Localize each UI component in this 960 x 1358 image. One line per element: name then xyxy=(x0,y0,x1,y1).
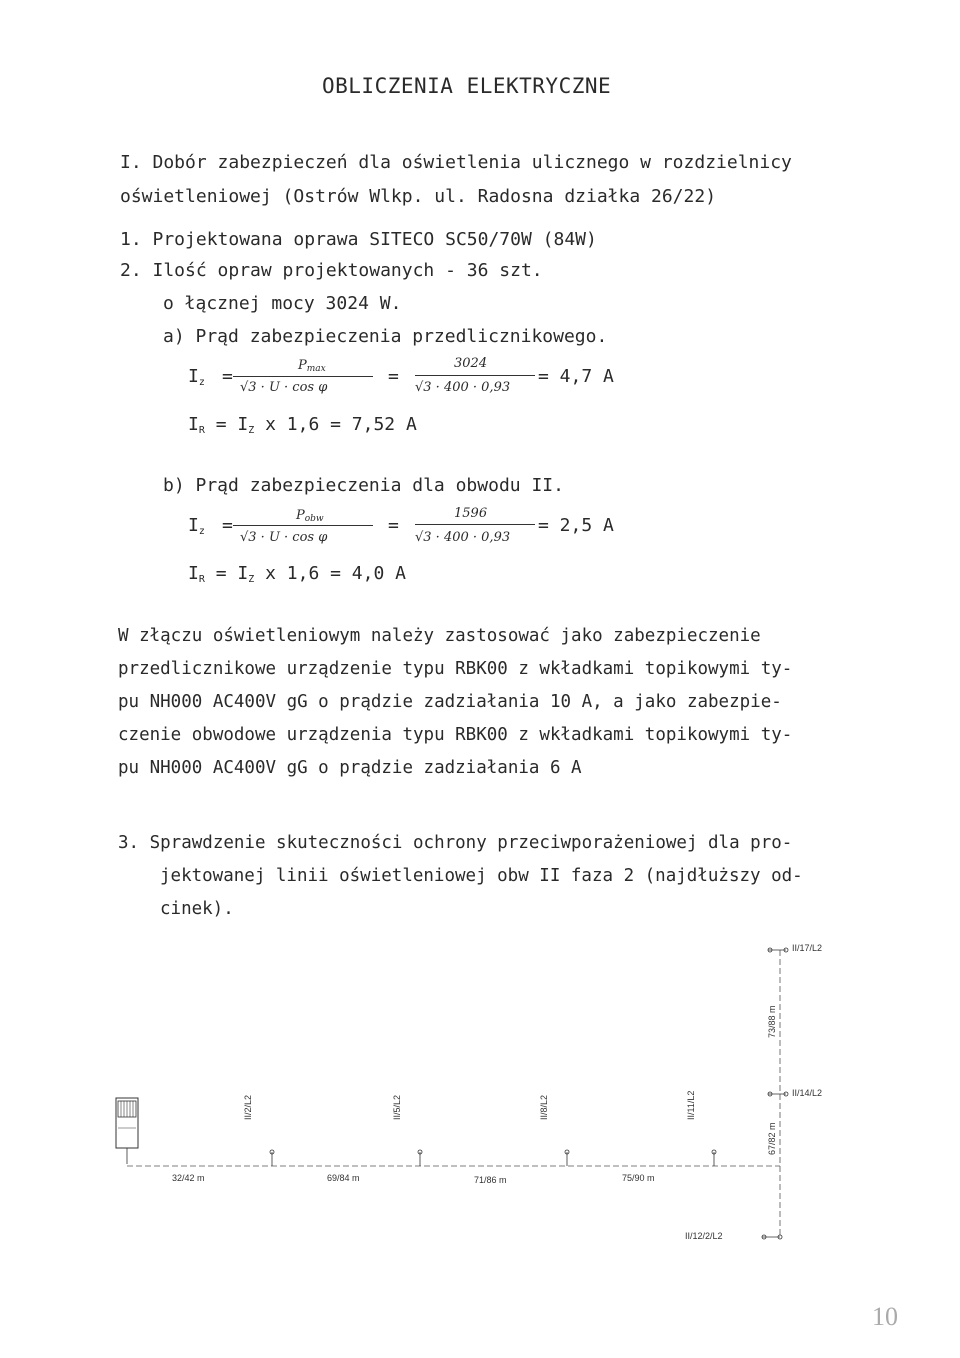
formula-b-value-denominator: √3 · 400 · 0,93 xyxy=(415,530,511,545)
node-label-bottom: II/12/2/L2 xyxy=(685,1231,723,1241)
formula-a-numerator: Pmax xyxy=(298,358,326,374)
formula-b-result: = 2,5 A xyxy=(538,515,614,536)
paragraph-line: przedlicznikowe urządzenie typu RBK00 z wkładkami topikowymi ty- xyxy=(118,659,793,679)
pole-marker xyxy=(565,1150,569,1166)
segment-length-vertical: 67/82 m xyxy=(767,1122,777,1155)
formula-a-eq1: = xyxy=(222,366,233,387)
pole-label: II/11/L2 xyxy=(686,1090,696,1120)
item-2-continued: o łącznej mocy 3024 W. xyxy=(163,293,402,314)
node-marker-top xyxy=(768,948,788,952)
formula-b-eq2: = xyxy=(388,515,399,536)
section-heading-line1: I. Dobór zabezpieczeń dla oświetlenia ulicznego w rozdzielnicy xyxy=(120,152,792,173)
paragraph-line: pu NH000 AC400V gG o prądzie zadziałania 10 A, a jako zabezpie- xyxy=(118,692,782,712)
formula-a-value-numerator: 3024 xyxy=(454,356,488,371)
section-3-line: 3. Sprawdzenie skuteczności ochrony przeciwporażeniowej dla pro- xyxy=(118,833,793,853)
section-3-line: cinek). xyxy=(160,899,234,919)
pole-marker xyxy=(712,1150,716,1166)
pole-marker xyxy=(270,1150,274,1166)
segment-length: 69/84 m xyxy=(327,1173,360,1183)
formula-b-denominator: √3 · U · cos φ xyxy=(240,530,328,545)
page-title: OBLICZENIA ELEKTRYCZNE xyxy=(322,74,612,98)
formula-b-lhs: $I_z$ xyxy=(188,515,205,537)
segment-length: 71/86 m xyxy=(474,1175,507,1185)
section-3-line: jektowanej linii oświetleniowej obw II faza 2 (najdłuższy od- xyxy=(160,866,803,886)
subsection-a-label: a) Prąd zabezpieczenia przedlicznikowego. xyxy=(163,326,608,347)
pole-label: II/5/L2 xyxy=(392,1094,402,1120)
cabinet-icon xyxy=(116,1098,138,1164)
formula-b-ir: $I_R = I_Z$ x 1,6 = 4,0 A xyxy=(188,563,406,585)
formula-b-numerator: Pobw xyxy=(296,508,324,524)
pole-marker xyxy=(418,1150,422,1166)
formula-b-eq1: = xyxy=(222,515,233,536)
formula-b-value-numerator: 1596 xyxy=(454,506,488,521)
formula-a-result: = 4,7 A xyxy=(538,366,614,387)
node-label-top: II/17/L2 xyxy=(792,943,823,953)
formula-a-ir: $I_R = I_Z$ x 1,6 = 7,52 A xyxy=(188,414,417,436)
segment-length-vertical: 73/88 m xyxy=(767,1005,777,1038)
formula-a-lhs: $I_z$ xyxy=(188,366,205,388)
subsection-b-label: b) Prąd zabezpieczenia dla obwodu II. xyxy=(163,475,564,496)
paragraph-line: W złączu oświetleniowym należy zastosować jako zabezpieczenie xyxy=(118,626,761,646)
segment-length: 75/90 m xyxy=(622,1173,655,1183)
pole-label: II/8/L2 xyxy=(539,1094,549,1120)
pole-label: II/2/L2 xyxy=(243,1094,253,1120)
section-heading-line2: oświetleniowej (Ostrów Wlkp. ul. Radosna działka 26/22) xyxy=(120,186,717,207)
paragraph-line: czenie obwodowe urządzenia typu RBK00 z wkładkami topikowymi ty- xyxy=(118,725,793,745)
node-marker-right xyxy=(768,1092,788,1096)
formula-a-eq2: = xyxy=(388,366,399,387)
page-number: 10 xyxy=(872,1302,898,1331)
paragraph-line: pu NH000 AC400V gG o prądzie zadziałania 6 A xyxy=(118,758,582,778)
segment-length: 32/42 m xyxy=(172,1173,205,1183)
formula-a-value-denominator: √3 · 400 · 0,93 xyxy=(415,380,511,395)
node-label-right: II/14/L2 xyxy=(792,1088,823,1098)
item-1: 1. Projektowana oprawa SITECO SC50/70W (84W) xyxy=(120,229,597,250)
item-2: 2. Ilość opraw projektowanych - 36 szt. xyxy=(120,260,543,281)
node-marker-bottom xyxy=(762,1235,782,1239)
formula-a-denominator: √3 · U · cos φ xyxy=(240,380,328,395)
